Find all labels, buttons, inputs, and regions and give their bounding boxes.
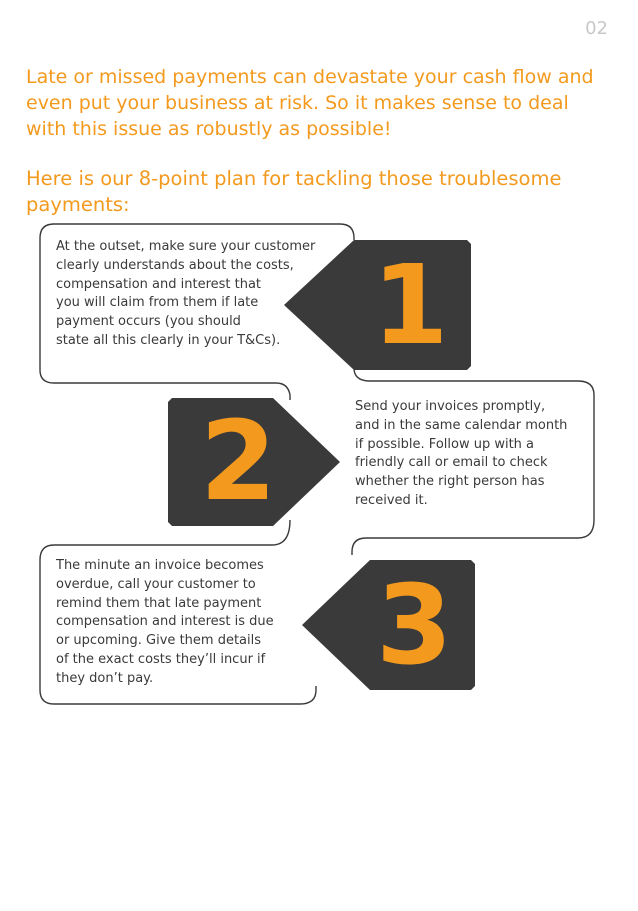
step-1-number: 1 — [372, 241, 449, 369]
step-1-text: At the outset, make sure your customer clearly understands about the costs, compensation and interest that you will claim from them if late payment occurs (you should state all this clearly in your T&Cs). — [56, 239, 316, 348]
step-1-tag — [284, 240, 474, 370]
step-3-number: 3 — [376, 561, 453, 689]
step-3-text: The minute an invoice becomes overdue, call your customer to remind them that late payment compensation and interest is due or upcoming. Give them details of the exact costs they’ll incur if they don’t pay. — [56, 558, 274, 686]
step-2-tag — [168, 398, 343, 526]
intro-paragraph: Late or missed payments can devastate your cash flow and even put your business at risk. So it makes sense to deal with this issue as robustly as possible! — [26, 66, 594, 140]
page-number: 02 — [585, 18, 608, 39]
step-3-tag — [302, 560, 477, 690]
step-2-number: 2 — [200, 397, 277, 525]
plan-heading: Here is our 8-point plan for tackling those troublesome payments: — [26, 167, 562, 216]
step-2-text: Send your invoices promptly, and in the same calendar month if possible. Follow up with a friendly call or email to check whether the right person has received it. — [355, 399, 568, 508]
